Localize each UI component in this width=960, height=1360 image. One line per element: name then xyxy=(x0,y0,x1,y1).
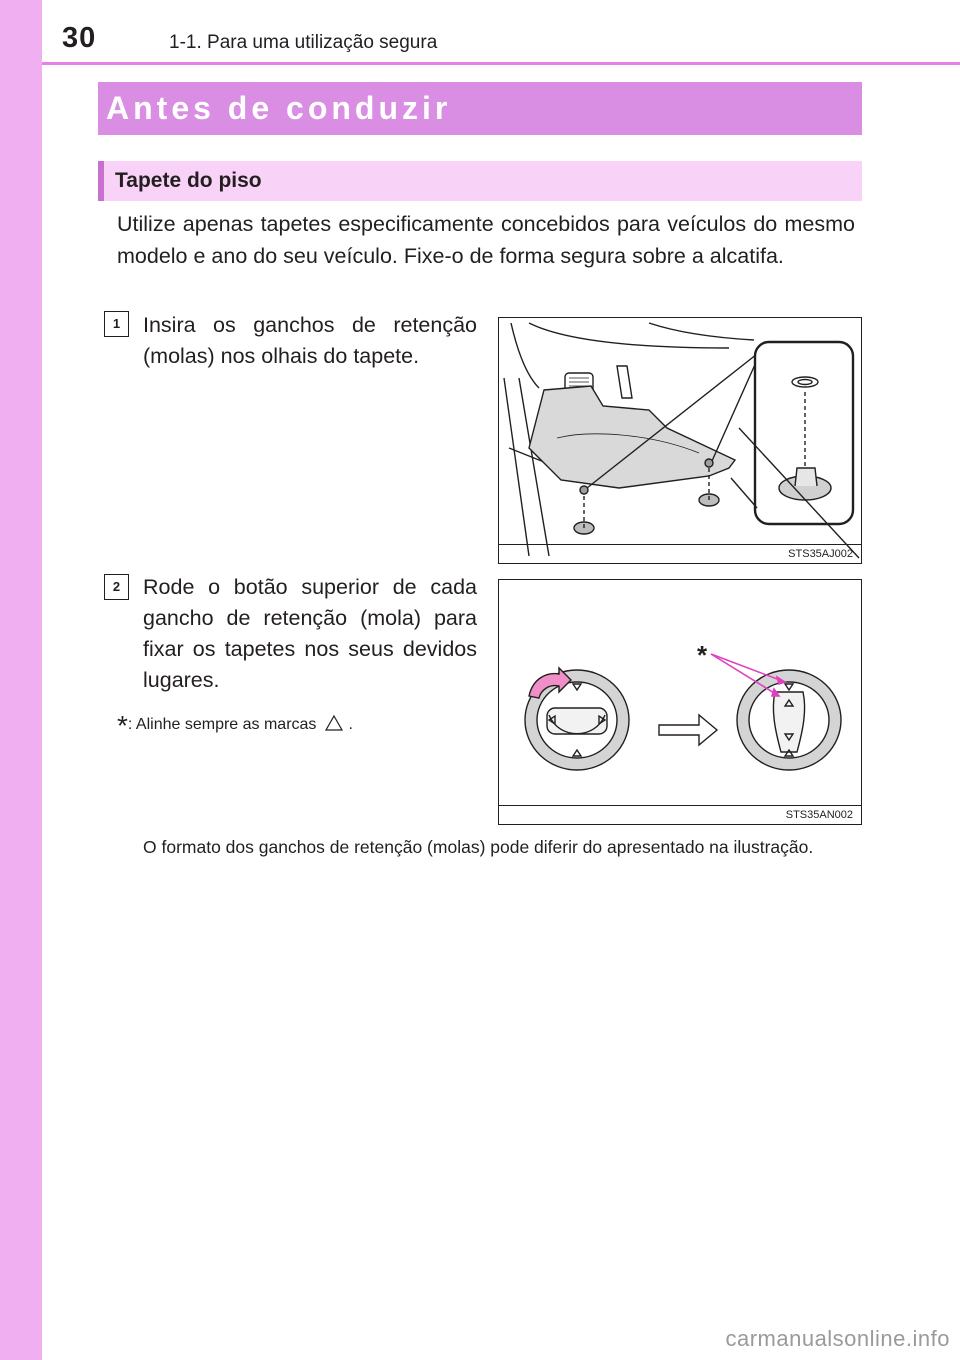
illustration-caption: O formato dos ganchos de retenção (molas) pode diferir do apresentado na ilustração. xyxy=(143,837,814,857)
subsection-banner xyxy=(98,161,862,201)
figure-code: STS35AN002 xyxy=(785,809,853,821)
note-end: . xyxy=(348,716,353,733)
figure-callout-marker: * xyxy=(697,640,708,670)
floor-mat-illustration xyxy=(499,318,861,563)
figure-floor-mat xyxy=(498,317,862,564)
header-rule xyxy=(42,62,960,65)
section-title: Antes de conduzir xyxy=(106,90,452,126)
intro-paragraph: Utilize apenas tapetes especificamente concebidos para veículos do mesmo modelo e ano do seu veículo. Fixe-o de forma segura sobre a alcatifa. xyxy=(117,212,855,268)
note-alignment xyxy=(117,704,353,741)
step-number-badge: 1 xyxy=(104,311,129,337)
figure-rule xyxy=(499,805,861,806)
step-text: Rode o botão superior de cada gancho de retenção (mola) para fixar os tapetes nos seus devidos lugares. xyxy=(143,575,477,692)
section-banner xyxy=(98,82,862,135)
step-text: Insira os ganchos de retenção (molas) nos olhais do tapete. xyxy=(143,313,477,368)
side-stripe xyxy=(0,0,42,1360)
figure-retention-hook xyxy=(498,579,862,825)
triangle-mark-icon xyxy=(324,714,344,732)
figure-rule xyxy=(499,544,861,545)
retention-hook-illustration xyxy=(499,580,861,824)
note-marker: * xyxy=(117,710,128,741)
watermark: carmanualsonline.info xyxy=(725,1326,950,1351)
note-text: : Alinhe sempre as marcas xyxy=(127,716,317,733)
subsection-title: Tapete do piso xyxy=(115,169,262,192)
step-number-badge: 2 xyxy=(104,574,129,600)
page-number: 30 xyxy=(62,22,97,54)
chapter-title: 1-1. Para uma utilização segura xyxy=(169,32,438,53)
figure-code: STS35AJ002 xyxy=(788,548,853,560)
